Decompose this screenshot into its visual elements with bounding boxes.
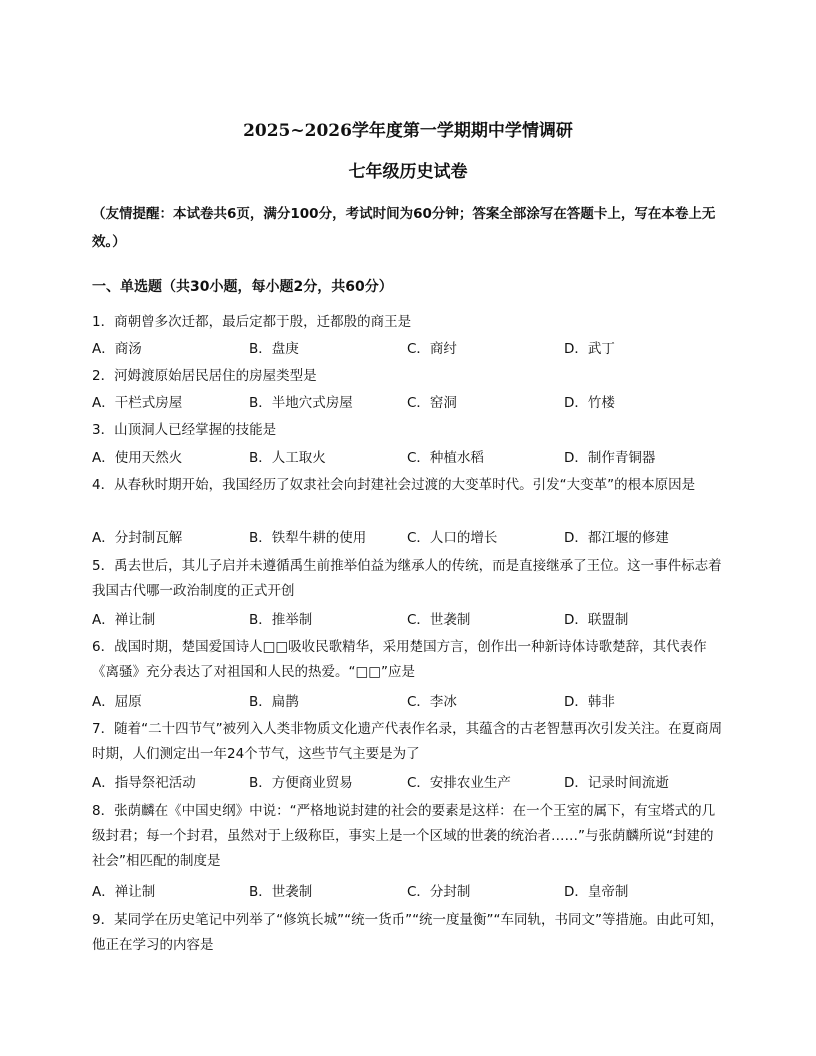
option-d: D．记录时间流逝 [564, 775, 669, 791]
question-2-options [92, 391, 732, 416]
option-b: B．扁鹊 [249, 694, 299, 710]
exam-notice: （友情提醒：本试卷共6页，满分100分，考试时间为60分钟；答案全部涂写在答题卡上，写在本卷上无效。） [92, 206, 716, 250]
option-d: D．皇帝制 [564, 884, 629, 900]
option-b: B．推举制 [249, 612, 313, 628]
question-1-stem: 1．商朝曾多次迁都，最后定都于殷，迁都殷的商王是 [92, 314, 412, 330]
option-c: C．安排农业生产 [407, 775, 511, 791]
question-7-options [92, 771, 732, 796]
question-4-stem: 4．从春秋时期开始，我国经历了奴隶社会向封建社会过渡的大变革时代。引发“大变革”的根本原因是 [92, 477, 696, 493]
option-a: A．禅让制 [92, 884, 156, 900]
question-3-options [92, 446, 732, 471]
question-6-options [92, 690, 732, 715]
exam-title: 2025~2026学年度第一学期期中学情调研 [243, 121, 573, 141]
option-c: C．人口的增长 [407, 530, 498, 546]
option-a: A．使用天然火 [92, 450, 183, 466]
question-2-stem: 2．河姆渡原始居民居住的房屋类型是 [92, 368, 317, 384]
option-b: B．世袭制 [249, 884, 313, 900]
option-b: B．铁犁牛耕的使用 [249, 530, 367, 546]
option-c: C．李冰 [407, 694, 457, 710]
option-a: A．指导祭祀活动 [92, 775, 196, 791]
question-5-stem: 5．禹去世后，其儿子启并未遵循禹生前推举伯益为继承人的传统，而是直接继承了王位。这一事件标志着我国古代哪一政治制度的正式开创 [92, 558, 722, 599]
exam-subtitle: 七年级历史试卷 [348, 162, 468, 182]
question-9-stem: 9．某同学在历史笔记中列举了“修筑长城”“统一货币”“统一度量衡”“车同轨，书同文”等措施。由此可知，他正在学习的内容是 [92, 912, 724, 953]
option-c: C．窑洞 [407, 395, 457, 411]
option-a: A．屈原 [92, 694, 142, 710]
question-8-options [92, 880, 732, 905]
option-d: D．竹楼 [564, 395, 615, 411]
option-a: A．商汤 [92, 341, 142, 357]
option-d: D．都江堰的修建 [564, 530, 669, 546]
section-heading: 一、单选题（共30小题，每小题2分，共60分） [92, 279, 393, 295]
option-c: C．世袭制 [407, 612, 471, 628]
option-c: C．商纣 [407, 341, 457, 357]
option-b: B．方便商业贸易 [249, 775, 353, 791]
option-b: B．半地穴式房屋 [249, 395, 353, 411]
question-5-options [92, 608, 732, 633]
option-d: D．制作青铜器 [564, 450, 656, 466]
question-7-stem: 7．随着“二十四节气”被列入人类非物质文化遗产代表作名录，其蕴含的古老智慧再次引发关注。在夏商周时期，人们测定出一年24个节气，这些节气主要是为了 [92, 721, 723, 762]
option-d: D．韩非 [564, 694, 615, 710]
option-a: A．分封制瓦解 [92, 530, 183, 546]
option-d: D．武丁 [564, 341, 615, 357]
option-b: B．人工取火 [249, 450, 326, 466]
option-d: D．联盟制 [564, 612, 629, 628]
question-1-options [92, 337, 732, 362]
option-a: A．禅让制 [92, 612, 156, 628]
question-3-stem: 3．山顶洞人已经掌握的技能是 [92, 422, 277, 438]
question-4-options [92, 526, 732, 551]
option-c: C．种植水稻 [407, 450, 484, 466]
option-c: C．分封制 [407, 884, 471, 900]
question-6-stem: 6．战国时期，楚国爱国诗人□□吸收民歌精华，采用楚国方言，创作出一种新诗体诗歌楚辞，其代表作《离骚》充分表达了对祖国和人民的热爱。“□□”应是 [92, 639, 707, 680]
option-a: A．干栏式房屋 [92, 395, 183, 411]
question-8-stem: 8．张荫麟在《中国史纲》中说：“严格地说封建的社会的要素是这样：在一个王室的属下，有宝塔式的几级封君；每一个封君，虽然对于上级称臣，事实上是一个区域的世袭的统治者……”与张荫麟所说“封建的社会”相匹配的制度是 [92, 803, 716, 869]
option-b: B．盘庚 [249, 341, 299, 357]
